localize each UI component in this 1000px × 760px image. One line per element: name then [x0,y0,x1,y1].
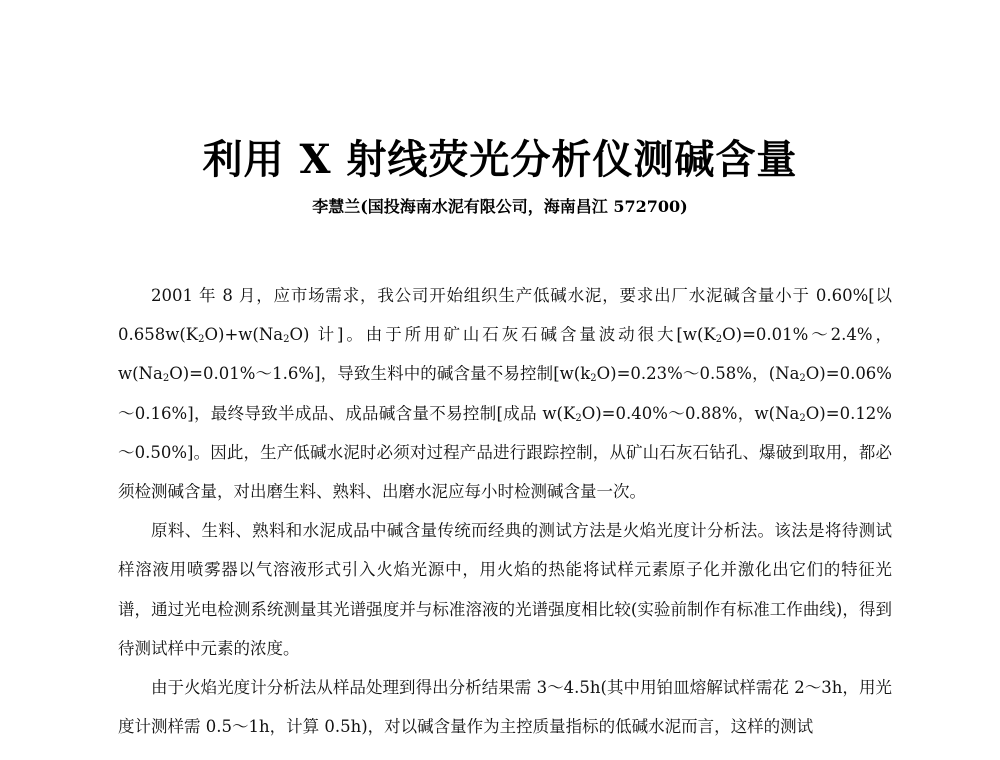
paper-title: 利用 X 射线荧光分析仪测碱含量 [202,136,798,183]
paragraph-3: 由于火焰光度计分析法从样品处理到得出分析结果需 3～4.5h(其中用铂皿熔解试样需花 2～3h，用光度计测样需 0.5～1h，计算 0.5h)，对以碱含量作为主控质量指标的低碱水泥而言，这样的测试 [118,678,892,737]
paragraph-2: 原料、生料、熟料和水泥成品中碱含量传统而经典的测试方法是火焰光度计分析法。该法是将待测试样溶液用喷雾器以气溶液形式引入火焰光源中，用火焰的热能将试样元素原子化并激化出它们的特征光谱，通过光电检测系统测量其光谱强度并与标准溶液的光谱强度相比较(实验前制作有标准工作曲线)，得到待测试样中元素的浓度。 [118,521,892,658]
paragraph-1: 2001 年 8 月，应市场需求，我公司开始组织生产低碱水泥，要求出厂水泥碱含量小于 0.60%[以 $0.658w(K_2O)+w(Na_2O)$ 计]。由于所用矿山石灰石碱含量波动很大[$w(K_2O)=0.01\%\sim 2.4\%$，$w(Na_2O)=0.01\%\sim 1.6\%$]，导致生料中的碱含量不易控制[$w(k_2O)=0.23\%\sim 0.58\%$，$(Na_2O)=0.06\%\sim 0.16\%$]，最终导致半成品、成品碱含量不易控制[成品 $w(K_2O)=0.40\%\sim 0.88\%$，$w(Na_2O)=0.12\%\sim 0.50\%$]。因此，生产低碱水泥时必须对过程产品进行跟踪控制，从矿山石灰石钻孔、爆破到取用，都必须检测碱含量，对出磨生料、熟料、出磨水泥应每小时检测碱含量一次。 [118,286,892,502]
author-affiliation: 李慧兰(国投海南水泥有限公司，海南昌江 572700) [312,197,688,216]
paper-body [118,276,892,746]
